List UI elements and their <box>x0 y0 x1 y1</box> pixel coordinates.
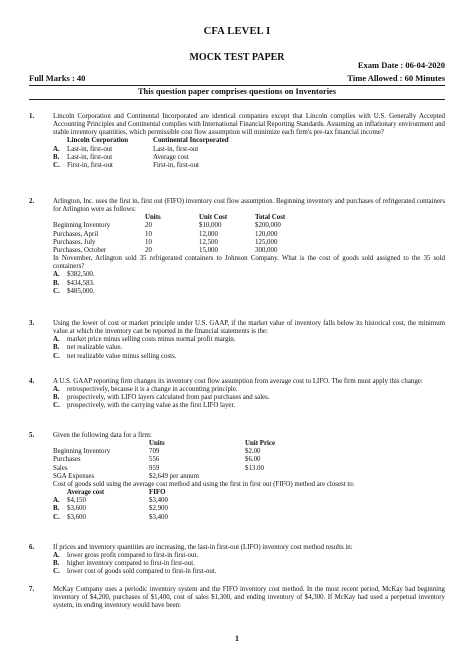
column-header: Continental Incorporated <box>153 137 229 145</box>
divider-top <box>29 85 445 86</box>
question-text-continued: Cost of goods sold using the average cost method and using the first in first out (FIFO) method are closest to: <box>53 480 355 488</box>
full-marks: Full Marks : 40 <box>29 73 86 83</box>
question-number: 2. <box>29 198 35 205</box>
question-text: McKay Company uses a periodic inventory system and the FIFO inventory cost method. In the most recent period, McKay had beginning inventory of $4,200, purchases of $1,400, cost of sales $1,300, and ending inventory of $4,300. If McKay had used a perpetual inventory system, its ending inventory would have been: <box>53 586 445 610</box>
option-a[interactable]: A. Last-in, first-out Last-in, first-out <box>53 145 199 153</box>
option-c[interactable]: C. $485,000. <box>53 287 95 295</box>
question-text: Given the following data for a firm: <box>53 432 152 439</box>
page-number: 1 <box>235 634 239 643</box>
question-3 <box>29 320 445 361</box>
answer-table-header <box>53 137 445 145</box>
table-row: Purchases, July 10 12,500 125,000 <box>53 238 278 246</box>
table-row: Purchases 556 $6.00 <box>53 456 261 464</box>
question-2 <box>29 198 445 296</box>
option-a[interactable]: A. market price minus selling costs minus normal profit margin. <box>53 336 236 344</box>
option-a[interactable]: A. retrospectively, because it is a change in accounting principle. <box>53 386 238 394</box>
option-c[interactable]: C. prospectively, with the carrying value as the first LIFO layer. <box>53 402 236 410</box>
option-b[interactable]: B. net realizable value. <box>53 344 123 352</box>
question-text: Using the lower of cost or market principle under U.S. GAAP, if the market value of inventory falls below its historical cost, the minimum value at which the inventory can be reported in the financial statements is the: <box>53 320 445 336</box>
question-number: 7. <box>29 586 35 593</box>
table-row: Purchases, October 20 15,000 300,000 <box>53 246 278 254</box>
exam-date: Exam Date : 06-04-2020 <box>357 60 445 70</box>
time-allowed: Time Allowed : 60 Minutes <box>347 73 445 83</box>
option-a[interactable]: A. $382,500. <box>53 271 95 279</box>
question-text: Lincoln Corporation and Continental Incorporated are identical companies except that Lincoln complies with U.S. Generally Accepted Accounting Principles and Continental complies with International Financial Reporting Standards. Assuming an inflationary environment and stable inventory quantities, which permissible cost flow assumption will minimize each firm's pre-tax financial income? <box>53 113 445 137</box>
table-row: Purchases, April 10 12,000 120,000 <box>53 230 278 238</box>
data-table-header: Units Unit Cost Total Cost <box>145 214 286 222</box>
option-c[interactable]: C. First-in, first-out First-in, first-out <box>53 161 199 169</box>
column-header: Lincoln Corporation <box>67 137 129 145</box>
option-a[interactable]: A. $4,150 $3,400 <box>53 497 168 505</box>
question-5 <box>29 432 445 522</box>
table-row: Sales 959 $13.00 <box>53 464 264 472</box>
question-6 <box>29 544 445 577</box>
question-text: A U.S. GAAP reporting firm changes its inventory cost flow assumption from average cost to LIFO. The firm must apply this change: <box>53 378 423 385</box>
data-table-header: Units Unit Price <box>149 440 276 448</box>
question-number: 5. <box>29 432 35 439</box>
table-row: Beginning Inventory 20 $10,000 $200,000 <box>53 222 281 230</box>
question-text-continued: In November, Arlington sold 35 refrigerated containers to Johnson Company. What is the cost of goods sold assigned to the 35 sold containers? <box>53 255 445 271</box>
option-b[interactable]: B. $3,600 $2,900 <box>53 505 168 513</box>
option-b[interactable]: B. $434,583. <box>53 279 95 287</box>
option-b[interactable]: B. higher inventory compared to first-in first-out. <box>53 560 195 568</box>
exam-title: CFA LEVEL I <box>203 26 271 37</box>
question-number: 1. <box>29 113 35 120</box>
option-b[interactable]: B. Last-in, first-out Average cost <box>53 153 189 161</box>
question-1 <box>29 113 445 170</box>
answer-table-header: Average cost FIFO <box>67 489 166 497</box>
paper-note: This question paper comprises questions on Inventories <box>137 87 337 96</box>
table-row: SGA Expenses $2,649 per annum <box>53 472 199 480</box>
question-text: If prices and inventory quantities are increasing, the last-in first-out (LIFO) inventory cost method results in: <box>53 544 353 551</box>
option-c[interactable]: C. lower cost of goods sold compared to first-in first-out. <box>53 568 217 576</box>
option-b[interactable]: B. prospectively, with LIFO layers calculated from past purchases and sales. <box>53 394 270 402</box>
option-a[interactable]: A. lower gross profit compared to first-in first-out. <box>53 552 199 560</box>
divider-bottom <box>29 99 445 100</box>
table-row: Beginning Inventory 709 $2.00 <box>53 448 261 456</box>
question-number: 3. <box>29 320 35 327</box>
exam-subtitle: MOCK TEST PAPER <box>189 52 285 63</box>
question-text: Arlington, Inc. uses the first in, first out (FIFO) inventory cost flow assumption. Beginning inventory and purchases of refrigerated containers for Arlington were as follows: <box>53 198 445 214</box>
option-c[interactable]: C. $3,600 $3,400 <box>53 513 168 521</box>
question-number: 4. <box>29 378 35 385</box>
question-number: 6. <box>29 544 35 551</box>
question-7 <box>29 586 445 610</box>
option-c[interactable]: C. net realizable value minus selling costs. <box>53 352 177 360</box>
question-4 <box>29 378 445 411</box>
